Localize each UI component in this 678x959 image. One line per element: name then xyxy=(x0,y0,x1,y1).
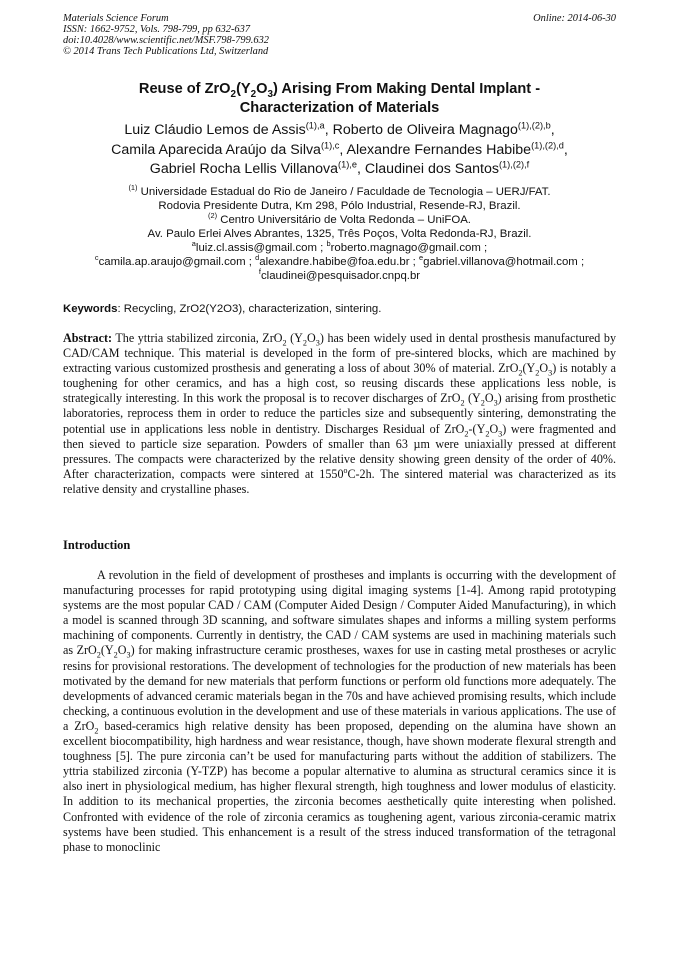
email-link[interactable]: roberto.magnago@gmail.com xyxy=(330,242,481,254)
keywords-text: : Recycling, ZrO2(Y2O3), characterization, sintering. xyxy=(117,303,382,315)
email-line: $^f$claudinei@pesquisador.cnpq.br xyxy=(258,267,421,282)
author-line: Camila Aparecida Araújo da Silva$^{(1),c}$, Alexandre Fernandes Habibe$^{(1),(2),d}$, xyxy=(111,139,568,158)
email-link[interactable]: claudinei@pesquisador.cnpq.br xyxy=(260,270,421,282)
author-name: Claudinei dos Santos xyxy=(364,161,499,177)
author-name: Roberto de Oliveira Magnago xyxy=(332,122,518,138)
email-link[interactable]: camila.ap.araujo@gmail.com xyxy=(98,256,246,268)
paper-title xyxy=(63,80,616,118)
title-line-1: Reuse of $ZrO_2(Y_2O_3)$ Arising From Making Dental Implant - xyxy=(138,81,541,100)
affiliation-1: $^{(1)}$ Universidade Estadual do Rio de Janeiro / Faculdade de Tecnologia – UERJ/FAT. xyxy=(128,183,551,198)
email-line: $^c$camila.ap.araujo@gmail.com ; $^d$alexandre.habibe@foa.edu.br ; $^e$gabriel.villanova@hotmail.com ; xyxy=(94,253,585,268)
section-heading-introduction: Introduction xyxy=(63,538,131,552)
keywords-label: Keywords xyxy=(63,303,118,315)
author-list xyxy=(63,121,616,180)
online-date: Online: 2014-06-30 xyxy=(533,13,616,24)
email-line: $^a$luiz.cl.assis@gmail.com ; $^b$roberto.magnago@gmail.com ; xyxy=(191,239,488,254)
title-line-2: Characterization of Materials xyxy=(239,100,440,116)
affiliation-1-address: Rodovia Presidente Dutra, Km 298, Pólo Industrial, Resende-RJ, Brazil. xyxy=(158,200,521,212)
introduction-paragraph: A revolution in the field of development of prostheses and implants is occurring with the development of manufacturing processes for rapid prototyping using digital imaging systems [1-4]. Among rapid prototyping systems are the most popular CAD / CAM (Computer Aided Design / Computer Aided Manufacturing), in which a model is scanned through 3D scanning, and software simulates shapes and informs a milling system performs machining of components. Currently in dentistry, the CAD / CAM systems are used in machining materials such as $ZrO_2(Y_2O_3)$ for making infrastructure ceramic prostheses, waxes for use in casting metal prostheses or acrylic resins for provisional restorations. The development of technologies for the production of new materials has been motivated by the demand for new materials that perform functions or perform old functions more adequately. The developments of advanced ceramic materials began in the 70s and have achieved promising results, which include checking, a continuous evolution in the development and use of these materials in various applications. The use of a ZrO$_2$ based-ceramics high relative density has been proposed, depending on the alumina have shown an excellent biocompatibility, high hardness and wear resistance, though, have shown moderate flexural strength and toughness [5]. The pure zirconia can’t be used for manufacturing parts without the addition of stabilizers. The yttria stabilized zirconia (Y-TZP) has become a popular alternative to alumina as structural ceramics since it is also inert in physiological medium, has higher flexural strength, high toughness and lower modulus of elasticity. In addition to its mechanical properties, the zirconia becomes aesthetically quite interesting when polished. Confronted with evidence of the role of zirconia ceramics as toughening agent, various zirconia-ceramic matrix systems have been studied. This enhancement is a result of the stress induced transformation of the tetragonal phase to monoclinic xyxy=(63,568,617,854)
copyright-line: © 2014 Trans Tech Publications Ltd, Switzerland xyxy=(63,46,269,57)
keywords xyxy=(63,302,616,316)
journal-name: Materials Science Forum xyxy=(63,13,169,24)
doi-line: doi:10.4028/www.scientific.net/MSF.798-799.632 xyxy=(63,35,269,46)
email-link[interactable]: alexandre.habibe@foa.edu.br xyxy=(259,256,410,268)
abstract: Abstract: The yttria stabilized zirconia, ZrO$_2$ $(Y_2O_3)$ has been widely used in dental prosthesis manufactured by CAD/CAM technique. This material is developed in the form of pre-sintered blocks, which are machined by extracting various customized prosthesis and generating a loss of about 30% of material. $ZrO_2(Y_2O_3)$ is notably a toughening for other ceramics, and has a high cost, so reusing discards these applications less noble, is strategically interesting. In this work the proposal is to recover discharges of ZrO$_2$ $(Y_2O_3)$ arising from prosthetic laboratories, reprocess them in order to reduce the particles size and subsequently sintering, demonstrating the potential use in applications less noble in dentistry. Discharges Residual of $ZrO_2-(Y_2O_3)$ were fragmented and then sieved to particle size separation. Powders of smaller than 63 µm were uniaxially pressed at different pressures. The compacts were characterized by the relative density showing green density of the order of 40%. After characterization, compacts were sintered at 1550$^o$C-2h. The sintered material was characterized as its relative density and crystalline phases. xyxy=(63,331,616,496)
author-name: Alexandre Fernandes Habibe xyxy=(346,141,532,158)
abstract-label: Abstract: xyxy=(63,331,113,345)
author-line: Luiz Cláudio Lemos de Assis$^{(1),a}$, Roberto de Oliveira Magnago$^{(1),(2),b}$, xyxy=(124,120,555,138)
author-name: Camila Aparecida Araújo da Silva xyxy=(111,141,321,158)
journal-header xyxy=(63,13,616,57)
author-line: Gabriel Rocha Lellis Villanova$^{(1),e}$, Claudinei dos Santos$^{(1),(2),f}$ xyxy=(149,159,530,177)
affiliation-2: $^{(2)}$ Centro Universitário de Volta Redonda – UniFOA. xyxy=(208,211,471,226)
email-link[interactable]: luiz.cl.assis@gmail.com xyxy=(195,242,317,254)
issn-line: ISSN: 1662-9752, Vols. 798-799, pp 632-637 xyxy=(63,24,251,35)
email-link[interactable]: gabriel.villanova@hotmail.com xyxy=(423,256,578,268)
affiliation-2-address: Av. Paulo Erlei Alves Abrantes, 1325, Três Poços, Volta Redonda-RJ, Brazil. xyxy=(147,228,532,240)
affiliations xyxy=(63,185,616,283)
author-name: Luiz Cláudio Lemos de Assis xyxy=(124,122,306,138)
author-name: Gabriel Rocha Lellis Villanova xyxy=(149,161,339,177)
